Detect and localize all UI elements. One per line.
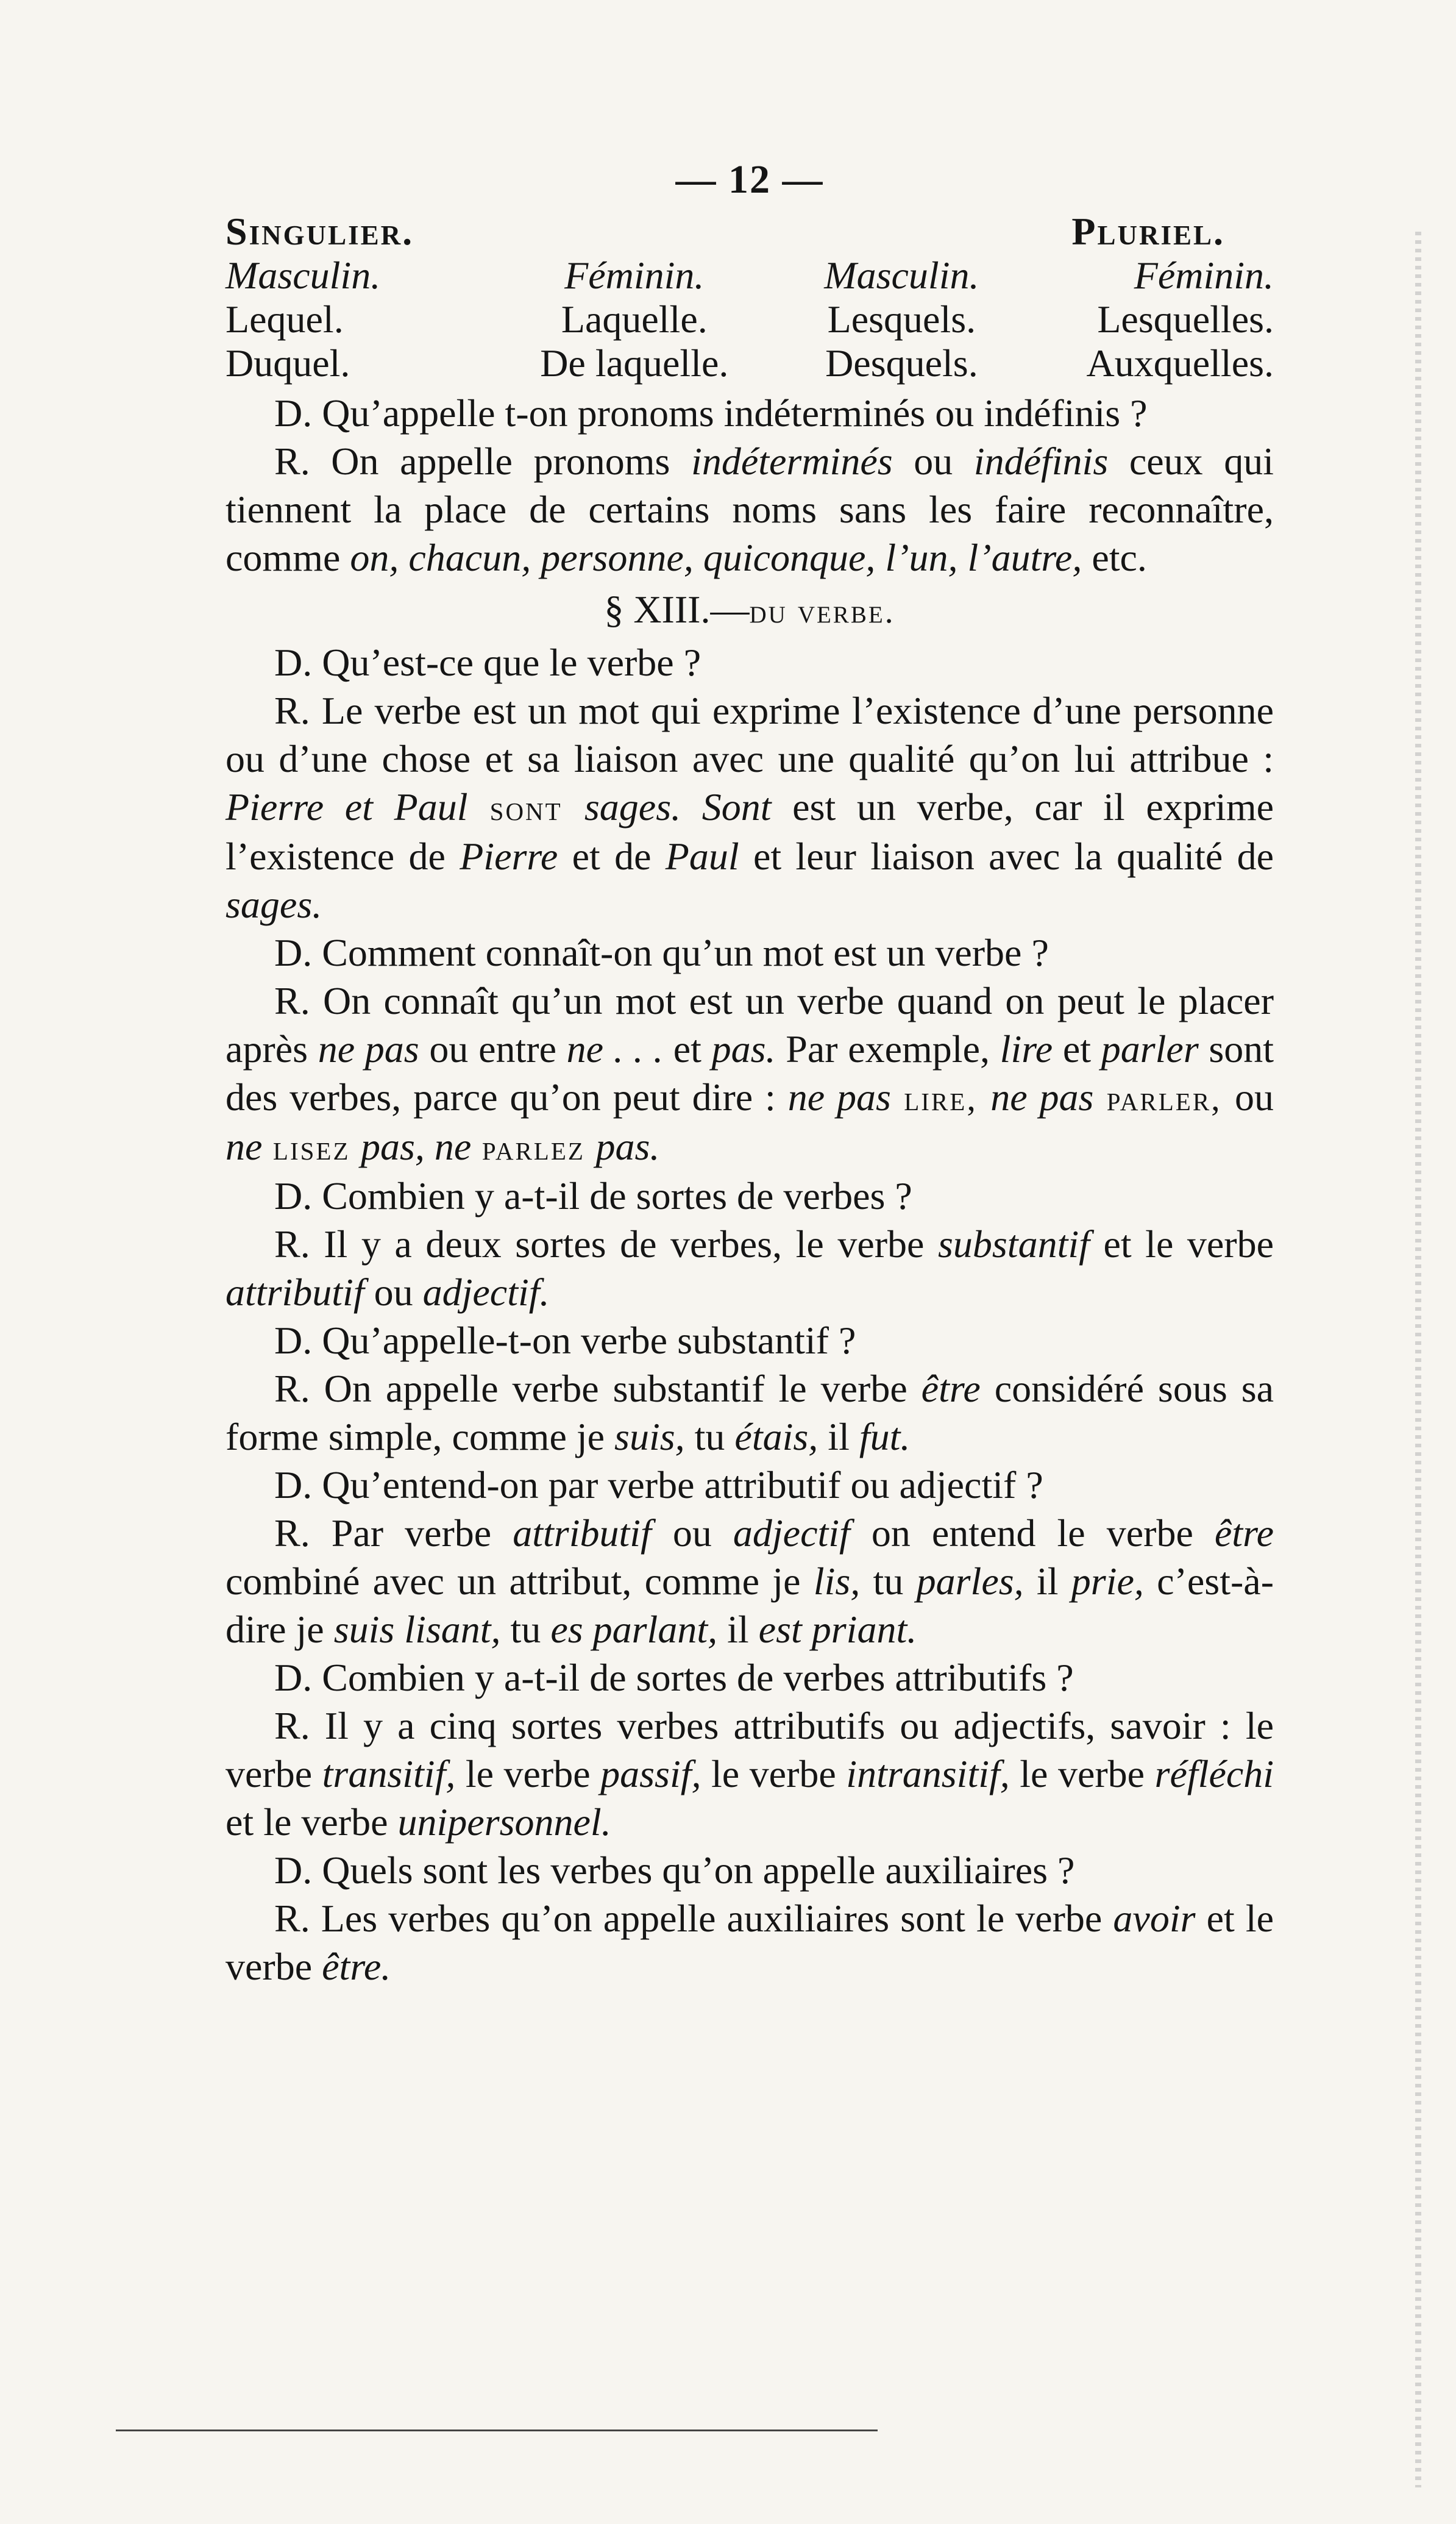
text-run: R. Il y a cinq sortes verbes attributifs ou adjectifs, savoir : le verbe <box>226 1704 1274 1795</box>
text-run: on entend le verbe <box>850 1511 1215 1555</box>
declension-cell: De laquelle. <box>540 341 729 385</box>
text-run: D. Combien y a-t-il de sortes de verbes attributifs ? <box>274 1656 1074 1699</box>
italic-run: Paul <box>665 835 739 878</box>
italic-run: indéterminés <box>691 440 893 483</box>
text-run: le verbe <box>455 1752 601 1795</box>
text-run: et leur liaison avec la qualité de <box>739 835 1274 878</box>
plural-label: Pluriel. <box>1071 210 1225 253</box>
text-run: D. Qu’appelle-t-on verbe substantif ? <box>274 1319 856 1362</box>
section-number: § XIII.— <box>604 588 750 631</box>
smallcaps-run: parlez <box>471 1128 596 1168</box>
text-run: le verbe <box>1009 1752 1155 1795</box>
smallcaps-run: lire, <box>890 1078 991 1118</box>
text-run: et le verbe <box>226 1800 398 1844</box>
text-run: R. On appelle verbe substantif le verbe <box>274 1367 922 1410</box>
answer-paragraph <box>226 1702 1274 1846</box>
text-run: et le verbe <box>1089 1222 1274 1266</box>
text-run: et de <box>558 835 666 878</box>
text-run: combiné avec un attribut, comme je <box>226 1560 814 1603</box>
text-run: ou <box>364 1271 423 1314</box>
text-run: tu <box>500 1608 551 1651</box>
answer-paragraph <box>226 437 1274 582</box>
italic-run: ne <box>226 1125 263 1168</box>
answer-paragraph <box>226 977 1274 1172</box>
answer-paragraph <box>226 686 1274 929</box>
italic-run: être. <box>322 1945 391 1988</box>
declension-cell: Desquels. <box>825 341 978 385</box>
text-run: R. Par verbe <box>274 1511 513 1555</box>
smallcaps-run: lisez <box>262 1128 361 1168</box>
italic-run: lis, <box>813 1560 861 1603</box>
answer-paragraph <box>226 1509 1274 1653</box>
italic-run: adjectif <box>733 1511 850 1555</box>
italic-run: suis lisant, <box>333 1608 501 1651</box>
text-run: R. On appelle pronoms <box>274 440 692 483</box>
italic-run: attributif <box>513 1511 652 1555</box>
italic-run: parles, <box>916 1560 1024 1603</box>
text-run: R. Les verbes qu’on appelle auxiliaires sont le verbe <box>274 1897 1113 1940</box>
italic-run: suis, <box>614 1415 685 1458</box>
text-run: et le verbe <box>226 1897 1274 1988</box>
gender-row <box>226 254 1274 298</box>
italic-run: étais, <box>734 1415 819 1458</box>
text-run: ceux qui tiennent la place de certains noms sans les faire reconnaître, comme <box>226 440 1274 579</box>
text-run: D. Qu’appelle t-on pronoms indéterminés ou indéfinis ? <box>274 391 1148 435</box>
italic-run: est priant. <box>758 1608 917 1651</box>
declension-cell: Lesquels. <box>827 298 976 341</box>
declension-row <box>226 298 1274 341</box>
text-run: il <box>717 1608 759 1651</box>
text-run: ou <box>651 1511 733 1555</box>
italic-run: sages. <box>226 883 322 926</box>
text-run: sont des verbes, parce qu’on peut dire : <box>226 1027 1274 1119</box>
italic-run: ne pas <box>318 1027 419 1071</box>
italic-run: ne pas <box>990 1075 1094 1119</box>
text-run: il <box>818 1415 859 1458</box>
text-run: D. Quels sont les verbes qu’on appelle auxiliaires ? <box>274 1848 1075 1892</box>
text-run: est un verbe, car il exprime l’existence de <box>226 785 1274 878</box>
declension-cell: Lesquelles. <box>1097 298 1274 341</box>
text-run: ou <box>892 440 974 483</box>
italic-run: transitif, <box>322 1752 456 1795</box>
italic-run: pas, ne <box>361 1125 472 1168</box>
text-run: D. Qu’entend-on par verbe attributif ou adjectif ? <box>274 1463 1043 1506</box>
declension-cell: Laquelle. <box>561 298 708 341</box>
binding-edge <box>1415 232 1421 2487</box>
question-paragraph <box>226 929 1274 977</box>
text-run: il <box>1023 1560 1071 1603</box>
gender-label: Féminin. <box>1134 254 1274 297</box>
italic-run: être <box>1214 1511 1274 1555</box>
declension-cell: Auxquelles. <box>1086 341 1274 385</box>
text-run: tu <box>684 1415 735 1458</box>
italic-run: parler <box>1101 1027 1199 1071</box>
question-paragraph <box>226 1461 1274 1509</box>
smallcaps-run: sont <box>467 788 584 828</box>
italic-run: indéfinis <box>973 440 1109 483</box>
text-run: et <box>1053 1027 1101 1071</box>
text-run: etc. <box>1082 536 1147 579</box>
text-run: ou <box>1235 1075 1274 1119</box>
book-page <box>226 155 1274 1991</box>
text-run: et <box>663 1027 712 1071</box>
text-run: ou entre <box>419 1027 567 1071</box>
answer-paragraph <box>226 1220 1274 1316</box>
text-run: considéré sous sa forme simple, comme je <box>226 1367 1274 1458</box>
text-run: D. Comment connaît-on qu’un mot est un verbe ? <box>274 931 1049 974</box>
text-run: R. On connaît qu’un mot est un verbe quand on peut le placer après <box>226 979 1274 1071</box>
singular-label: Singulier. <box>226 210 414 253</box>
italic-run: adjectif. <box>422 1271 550 1314</box>
italic-run: intransitif, <box>846 1752 1010 1795</box>
text-run: D. Qu’est-ce que le verbe ? <box>274 641 701 684</box>
text-run: R. Il y a deux sortes de verbes, le verbe <box>274 1222 938 1266</box>
italic-run: ne pas <box>787 1075 891 1119</box>
italic-run: substantif <box>937 1222 1090 1266</box>
italic-run: ne . . . <box>566 1027 664 1071</box>
declension-cell: Duquel. <box>226 341 350 385</box>
italic-run: fut. <box>859 1415 911 1458</box>
question-paragraph <box>226 1172 1274 1220</box>
text-run: le verbe <box>701 1752 847 1795</box>
question-paragraph <box>226 1316 1274 1364</box>
italic-run: pas. <box>595 1125 660 1168</box>
text-run: tu <box>860 1560 917 1603</box>
italic-run: on, chacun, personne, quiconque, l’un, l’autre, <box>350 536 1082 579</box>
question-paragraph <box>226 1846 1274 1894</box>
italic-run: unipersonnel. <box>397 1800 611 1844</box>
section-title: du verbe. <box>749 593 895 630</box>
declension-cell: Lequel. <box>226 298 344 341</box>
answer-paragraph <box>226 1894 1274 1991</box>
declension-row <box>226 341 1274 385</box>
gender-label: Féminin. <box>564 254 705 297</box>
page-number: — 12 — <box>675 157 824 202</box>
italic-run: pas. <box>711 1027 776 1071</box>
italic-run: es parlant, <box>550 1608 718 1651</box>
gender-label: Masculin. <box>824 254 979 297</box>
italic-run: prie, <box>1071 1560 1144 1603</box>
italic-run: avoir <box>1113 1897 1196 1940</box>
smallcaps-run: parler, <box>1093 1078 1235 1118</box>
italic-run: Pierre et Paul <box>226 785 468 829</box>
question-paragraph <box>226 389 1274 437</box>
section-heading <box>226 585 1274 636</box>
italic-run: lire <box>1000 1027 1053 1071</box>
question-paragraph <box>226 1653 1274 1702</box>
text-run: Par exemple, <box>775 1027 1000 1071</box>
footer-rule <box>116 2430 878 2431</box>
italic-run: Pierre <box>460 835 558 878</box>
answer-paragraph <box>226 1364 1274 1461</box>
italic-run: sages. Sont <box>584 785 772 829</box>
text-run: D. Combien y a-t-il de sortes de verbes ? <box>274 1174 912 1217</box>
italic-run: attributif <box>226 1271 364 1314</box>
italic-run: réfléchi <box>1154 1752 1274 1795</box>
text-run: R. Le verbe est un mot qui exprime l’existence d’une personne ou d’une chose et sa liaison avec une qualité qu’on lui attribue : <box>226 689 1274 780</box>
question-paragraph <box>226 638 1274 686</box>
declension-table <box>226 210 1274 385</box>
number-header-row <box>226 210 1274 254</box>
text-run: c’est-à-dire je <box>226 1560 1274 1651</box>
italic-run: passif, <box>600 1752 701 1795</box>
italic-run: être <box>921 1367 981 1410</box>
gender-label: Masculin. <box>226 254 381 297</box>
